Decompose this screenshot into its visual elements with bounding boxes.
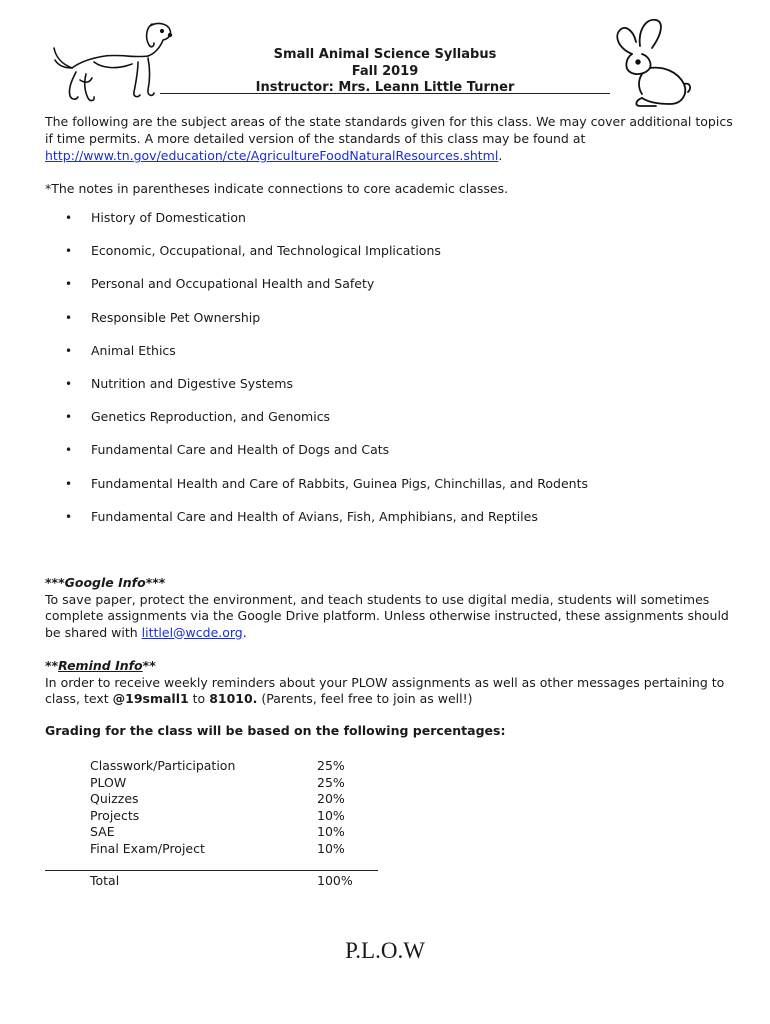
- grade-category: Projects: [90, 807, 140, 823]
- heading-stars: **: [142, 658, 156, 673]
- topic-label: Fundamental Care and Health of Dogs and Cats: [91, 442, 390, 458]
- topic-label: History of Domestication: [91, 210, 246, 225]
- heading-text: Google Info: [64, 575, 146, 590]
- grade-category: Classwork/Participation: [90, 758, 236, 773]
- plow-heading: P.L.O.W: [345, 938, 425, 963]
- topic-item: [45, 275, 735, 308]
- remind-code: @19small1: [112, 691, 189, 706]
- topic-label: Fundamental Care and Health of Avians, Fish, Amphibians, and Reptiles: [91, 508, 538, 524]
- remind-text: to: [188, 691, 210, 706]
- remind-info-body: [45, 675, 735, 708]
- intro-paragraph: [45, 113, 735, 164]
- grading-section: [45, 723, 735, 740]
- topic-list: [45, 209, 735, 541]
- standards-link[interactable]: http://www.tn.gov/education/cte/AgricultureFoodNaturalResources.shtml: [45, 148, 499, 163]
- heading-stars: ***: [145, 575, 166, 590]
- topic-label: Personal and Occupational Health and Safety: [91, 276, 375, 292]
- grade-percent: 10%: [317, 807, 345, 823]
- bullet-icon: •: [65, 211, 73, 225]
- google-info-section: [45, 575, 735, 641]
- topic-label: Genetics Reproduction, and Genomics: [91, 409, 331, 425]
- bullet-icon: •: [65, 376, 73, 391]
- bullet-icon: •: [65, 277, 73, 292]
- remind-number: 81010.: [209, 691, 258, 706]
- bullet-icon: •: [65, 509, 73, 524]
- heading-stars: ***: [45, 575, 65, 590]
- notes-explanation: *The notes in parentheses indicate connections to core academic classes.: [45, 181, 509, 196]
- total-divider: [45, 870, 378, 871]
- syllabus-instructor: Instructor: Mrs. Leann Little Turner: [255, 80, 515, 95]
- grade-category: Final Exam/Project: [90, 840, 205, 856]
- bullet-icon: •: [65, 343, 73, 358]
- google-info-end: .: [242, 624, 247, 640]
- grade-row: [90, 775, 345, 792]
- grade-row: [90, 808, 345, 825]
- remind-text: (Parents, feel free to join as well!): [257, 691, 473, 706]
- topic-label: Economic, Occupational, and Technological Implications: [91, 243, 441, 259]
- syllabus-title: Small Animal Science Syllabus: [273, 47, 497, 62]
- grade-percent: 25%: [317, 758, 345, 773]
- intro-text: The following are the subject areas of the state standards given for this class. We may cover additional topics if time permits. A more detailed version of the standards of this class may be found at: [45, 114, 733, 146]
- topic-label: Nutrition and Digestive Systems: [91, 375, 293, 391]
- grading-heading: Grading for the class will be based on the following percentages:: [45, 723, 506, 738]
- total-percent: 100%: [317, 873, 353, 888]
- heading-stars: **: [45, 658, 59, 673]
- topic-item: [45, 441, 735, 474]
- grade-row: [90, 758, 345, 775]
- syllabus-term: Fall 2019: [351, 63, 419, 79]
- google-info-body: [45, 592, 735, 642]
- topic-item: [45, 309, 735, 342]
- intro-end: .: [498, 148, 503, 163]
- total-label: Total: [90, 873, 120, 888]
- grade-row: [90, 841, 345, 858]
- heading-text: Remind Info: [58, 658, 143, 673]
- google-info-heading: [45, 575, 735, 592]
- remind-info-heading: [45, 658, 735, 675]
- remind-info-section: [45, 658, 735, 708]
- bullet-icon: •: [65, 476, 73, 491]
- bullet-icon: •: [65, 244, 73, 259]
- grade-category: PLOW: [90, 774, 127, 790]
- bullet-icon: •: [65, 310, 73, 325]
- topic-item: [45, 242, 735, 275]
- grade-row: [90, 791, 345, 808]
- grade-category: Quizzes: [90, 791, 139, 806]
- grade-percent: 10%: [317, 840, 345, 856]
- header-divider: [160, 93, 610, 94]
- topic-label: Animal Ethics: [91, 342, 176, 358]
- remind-text: In order to receive weekly reminders about your PLOW assignments as well as other messages pertaining to class, text: [45, 674, 725, 706]
- grade-row: [90, 824, 345, 841]
- topic-item: [45, 508, 735, 541]
- grade-category: SAE: [90, 824, 115, 839]
- grade-percent: 25%: [317, 774, 345, 790]
- topic-label: Fundamental Health and Care of Rabbits, Guinea Pigs, Chinchillas, and Rodents: [91, 475, 589, 491]
- syllabus-header: [0, 47, 770, 97]
- topic-label: Responsible Pet Ownership: [91, 309, 261, 325]
- topic-item: [45, 342, 735, 375]
- grade-percent: 20%: [317, 791, 345, 806]
- topic-item: [45, 408, 735, 441]
- email-link[interactable]: littlel@wcde.org: [141, 624, 243, 640]
- google-info-text: To save paper, protect the environment, and teach students to use digital media, students will sometimes complete assignments via the Google Drive platform. Unless otherwise instructed, these assignments should be shared with: [45, 591, 729, 640]
- bullet-icon: •: [65, 410, 73, 425]
- topic-item: [45, 375, 735, 408]
- grading-table: [90, 758, 345, 857]
- topic-item: [45, 475, 735, 508]
- topic-item: [45, 209, 735, 242]
- grade-total-row: [90, 873, 353, 890]
- grade-percent: 10%: [317, 824, 345, 839]
- bullet-icon: •: [65, 443, 73, 458]
